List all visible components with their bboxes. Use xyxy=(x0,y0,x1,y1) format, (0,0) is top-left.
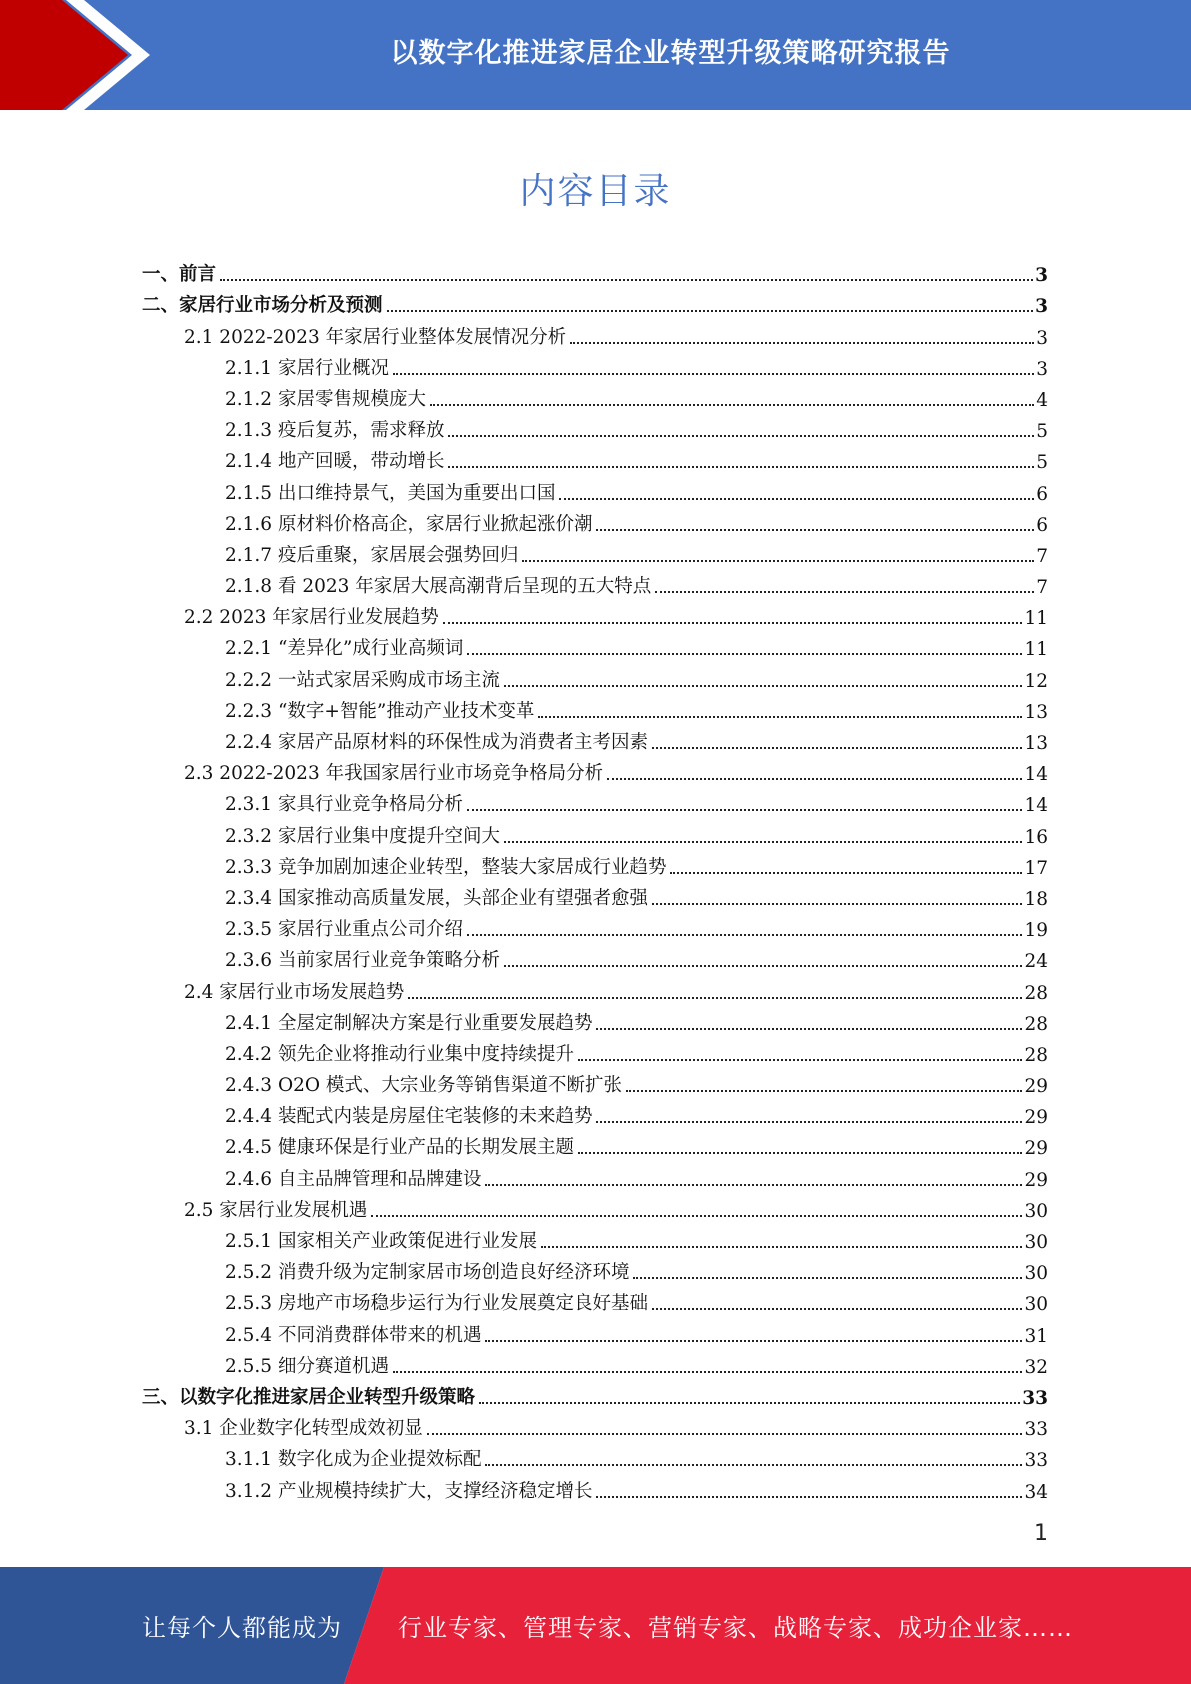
toc-entry[interactable] xyxy=(142,910,1048,941)
toc-entry[interactable] xyxy=(142,349,1048,380)
toc-entry-page: 3 xyxy=(1035,296,1048,318)
toc-leader-dots xyxy=(408,997,1022,999)
toc-entry-label: 2.3.6 当前家居行业竞争策略分析 xyxy=(225,950,500,972)
toc-entry-label: 3.1.2 产业规模持续扩大，支撑经济稳定增长 xyxy=(225,1480,593,1502)
toc-entry[interactable] xyxy=(142,1347,1048,1378)
toc-entry[interactable] xyxy=(142,1035,1048,1066)
toc-entry-page: 5 xyxy=(1036,452,1048,474)
toc-entry-label: 2.1.4 地产回暖，带动增长 xyxy=(225,451,445,473)
toc-leader-dots xyxy=(596,529,1034,531)
toc-leader-dots xyxy=(485,1464,1022,1466)
toc-entry[interactable] xyxy=(142,1004,1048,1035)
toc-entry[interactable] xyxy=(142,1440,1048,1471)
toc-entry[interactable] xyxy=(142,754,1048,785)
toc-leader-dots xyxy=(670,872,1022,874)
toc-entry-label: 2.1.3 疫后复苏，需求释放 xyxy=(225,420,445,442)
toc-entry-page: 18 xyxy=(1024,888,1048,910)
toc-leader-dots xyxy=(387,310,1034,312)
toc-entry[interactable] xyxy=(142,972,1048,1003)
toc-leader-dots xyxy=(448,435,1034,437)
toc-entry-label: 2.3.2 家居行业集中度提升空间大 xyxy=(225,825,500,847)
toc-leader-dots xyxy=(220,279,1033,281)
toc-leader-dots xyxy=(448,466,1034,468)
toc-entry-label: 2.5.1 国家相关产业政策促进行业发展 xyxy=(225,1231,537,1252)
toc-entry-page: 3 xyxy=(1035,265,1048,287)
toc-entry[interactable] xyxy=(142,1222,1048,1253)
toc-entry-label: 二、家居行业市场分析及预测 xyxy=(142,295,383,317)
toc-entry-label: 2.5.2 消费升级为定制家居市场创造良好经济环境 xyxy=(225,1262,630,1284)
toc-entry[interactable] xyxy=(142,692,1048,723)
toc-entry-page: 29 xyxy=(1024,1138,1048,1160)
toc-entry[interactable] xyxy=(142,1315,1048,1346)
toc-entry-label: 2.4.5 健康环保是行业产品的长期发展主题 xyxy=(225,1137,574,1159)
toc-entry-label: 2.2 2023 年家居行业发展趋势 xyxy=(184,607,439,629)
toc-entry-label: 2.1 2022-2023 年家居行业整体发展情况分析 xyxy=(184,326,567,348)
toc-entry-label: 3.1.1 数字化成为企业提效标配 xyxy=(225,1449,482,1471)
toc-entry-page: 30 xyxy=(1024,1263,1048,1285)
toc-leader-dots xyxy=(467,934,1022,936)
toc-leader-dots xyxy=(485,1340,1022,1342)
toc-entry-page: 28 xyxy=(1024,1013,1048,1035)
toc-entry-page: 11 xyxy=(1024,608,1048,630)
toc-leader-dots xyxy=(596,1028,1022,1030)
toc-entry[interactable] xyxy=(142,598,1048,629)
toc-leader-dots xyxy=(504,685,1022,687)
toc-entry-label: 2.2.3 “数字+智能”推动产业技术变革 xyxy=(225,700,535,722)
toc-entry-page: 30 xyxy=(1024,1232,1048,1253)
toc-entry[interactable] xyxy=(142,1066,1048,1097)
toc-leader-dots xyxy=(596,1121,1022,1123)
toc-entry-label: 2.3.1 家具行业竞争格局分析 xyxy=(225,794,463,816)
toc-entry-label: 2.3.5 家居行业重点公司介绍 xyxy=(225,919,463,941)
toc-entry-label: 2.5 家居行业发展机遇 xyxy=(184,1199,368,1221)
toc-heading: 内容目录 xyxy=(519,171,672,212)
toc-entry-page: 6 xyxy=(1036,483,1048,505)
toc-leader-dots xyxy=(467,809,1022,811)
toc-entry[interactable] xyxy=(142,505,1048,536)
toc-entry[interactable] xyxy=(142,1284,1048,1315)
toc-entry-label: 2.1.6 原材料价格高企，家居行业掀起涨价潮 xyxy=(225,513,593,535)
toc-leader-dots xyxy=(479,1402,1020,1404)
toc-entry[interactable] xyxy=(142,816,1048,847)
toc-entry-label: 2.2.4 家居产品原材料的环保性成为消费者主考因素 xyxy=(225,732,648,753)
toc-entry[interactable] xyxy=(142,473,1048,504)
toc-leader-dots xyxy=(626,1090,1023,1092)
toc-leader-dots xyxy=(504,965,1022,967)
toc-entry-page: 14 xyxy=(1024,795,1048,817)
toc-entry-page: 13 xyxy=(1024,701,1048,723)
toc-entry-label: 2.3.3 竞争加剧加速企业转型，整装大家居成行业趋势 xyxy=(225,856,667,878)
toc-entry-page: 3 xyxy=(1036,327,1048,349)
toc-leader-dots xyxy=(570,342,1034,344)
footer-band xyxy=(0,1567,1191,1684)
toc-entry-page: 30 xyxy=(1024,1294,1048,1316)
toc-entry-label: 2.4.1 全屋定制解决方案是行业重要发展趋势 xyxy=(225,1012,593,1034)
toc-leader-dots xyxy=(371,1215,1022,1217)
toc-entry[interactable] xyxy=(142,411,1048,442)
toc-entry-page: 6 xyxy=(1036,514,1048,536)
toc-entry-page: 13 xyxy=(1024,733,1048,754)
toc-leader-dots xyxy=(633,1277,1022,1279)
toc-entry-page: 31 xyxy=(1024,1325,1048,1347)
toc-entry[interactable] xyxy=(142,442,1048,473)
toc-entry[interactable] xyxy=(142,1409,1048,1440)
toc-entry-page: 29 xyxy=(1024,1076,1048,1098)
report-title: 以数字化推进家居企业转型升级策略研究报告 xyxy=(390,37,951,69)
toc-entry-page: 12 xyxy=(1024,670,1048,692)
toc-entry-page: 33 xyxy=(1024,1450,1048,1472)
toc-entry-label: 2.1.7 疫后重聚，家居展会强势回归 xyxy=(225,544,519,566)
toc-entry-label: 2.5.5 细分赛道机遇 xyxy=(225,1355,389,1377)
toc-entry[interactable] xyxy=(142,1097,1048,1128)
toc-leader-dots xyxy=(427,1433,1023,1435)
page-number: 1 xyxy=(1034,1521,1048,1546)
toc-entry-page: 19 xyxy=(1024,920,1048,942)
toc-leader-dots xyxy=(467,653,1022,655)
toc-entry-page: 33 xyxy=(1024,1419,1048,1441)
toc-entry-label: 一、前言 xyxy=(142,264,217,286)
toc-entry-page: 30 xyxy=(1024,1200,1048,1222)
table-of-contents xyxy=(142,255,1048,1503)
toc-entry-page: 34 xyxy=(1024,1481,1048,1503)
toc-entry[interactable] xyxy=(142,1128,1048,1159)
toc-entry-label: 2.2.2 一站式家居采购成市场主流 xyxy=(225,669,500,691)
toc-entry[interactable] xyxy=(142,1253,1048,1284)
toc-leader-dots xyxy=(504,841,1022,843)
toc-entry-label: 2.4.6 自主品牌管理和品牌建设 xyxy=(225,1168,482,1190)
toc-entry[interactable] xyxy=(142,567,1048,598)
toc-entry[interactable] xyxy=(142,723,1048,754)
toc-entry-label: 三、以数字化推进家居企业转型升级策略 xyxy=(142,1386,476,1408)
toc-entry-page: 7 xyxy=(1036,577,1048,599)
toc-entry[interactable] xyxy=(142,255,1048,286)
footer-slogan-right: 行业专家、管理专家、营销专家、战略专家、成功企业家…… xyxy=(398,1614,1073,1642)
toc-entry[interactable] xyxy=(142,1378,1048,1409)
toc-entry-label: 2.1.2 家居零售规模庞大 xyxy=(225,388,426,410)
toc-leader-dots xyxy=(652,903,1022,905)
toc-entry-page: 4 xyxy=(1036,389,1048,411)
toc-leader-dots xyxy=(538,716,1022,718)
toc-leader-dots xyxy=(655,591,1034,593)
toc-entry[interactable] xyxy=(142,941,1048,972)
toc-entry[interactable] xyxy=(142,660,1048,691)
toc-entry[interactable] xyxy=(142,629,1048,660)
toc-entry-page: 7 xyxy=(1036,545,1048,567)
toc-entry[interactable] xyxy=(142,1191,1048,1222)
toc-leader-dots xyxy=(578,1059,1022,1061)
toc-leader-dots xyxy=(596,1496,1022,1498)
toc-entry[interactable] xyxy=(142,848,1048,879)
toc-entry-page: 32 xyxy=(1024,1356,1048,1378)
toc-entry-page: 29 xyxy=(1024,1107,1048,1129)
toc-leader-dots xyxy=(485,1184,1022,1186)
toc-entry-label: 2.4.3 O2O 模式、大宗业务等销售渠道不断扩张 xyxy=(225,1075,622,1097)
toc-entry[interactable] xyxy=(142,1159,1048,1190)
toc-entry-page: 29 xyxy=(1024,1169,1048,1191)
toc-entry-page: 24 xyxy=(1024,951,1048,973)
toc-entry[interactable] xyxy=(142,785,1048,816)
toc-entry[interactable] xyxy=(142,286,1048,317)
toc-entry-label: 2.1.5 出口维持景气，美国为重要出口国 xyxy=(225,482,556,504)
toc-leader-dots xyxy=(578,1152,1022,1154)
toc-entry[interactable] xyxy=(142,1471,1048,1502)
toc-entry-page: 28 xyxy=(1024,1044,1048,1066)
footer-slogan-left: 让每个人都能成为 xyxy=(142,1614,342,1642)
toc-entry[interactable] xyxy=(142,317,1048,348)
toc-entry-page: 14 xyxy=(1024,764,1048,786)
toc-entry-label: 2.5.3 房地产市场稳步运行为行业发展奠定良好基础 xyxy=(225,1293,648,1315)
toc-entry-label: 3.1 企业数字化转型成效初显 xyxy=(184,1418,423,1440)
toc-entry-page: 11 xyxy=(1024,639,1048,661)
toc-entry-page: 3 xyxy=(1036,358,1048,380)
toc-entry-label: 2.4.2 领先企业将推动行业集中度持续提升 xyxy=(225,1043,574,1065)
toc-leader-dots xyxy=(443,622,1023,624)
toc-entry-label: 2.2.1 “差异化”成行业高频词 xyxy=(225,638,464,660)
toc-entry-label: 2.1.8 看 2023 年家居大展高潮背后呈现的五大特点 xyxy=(225,576,652,598)
toc-entry[interactable] xyxy=(142,536,1048,567)
toc-leader-dots xyxy=(393,1371,1022,1373)
toc-entry-label: 2.3.4 国家推动高质量发展，头部企业有望强者愈强 xyxy=(225,887,648,909)
toc-entry-label: 2.1.1 家居行业概况 xyxy=(225,357,389,379)
toc-entry-label: 2.3 2022-2023 年我国家居行业市场竞争格局分析 xyxy=(184,763,604,785)
toc-entry[interactable] xyxy=(142,879,1048,910)
toc-entry-page: 16 xyxy=(1024,826,1048,848)
toc-leader-dots xyxy=(393,373,1034,375)
toc-leader-dots xyxy=(559,498,1034,500)
toc-leader-dots xyxy=(522,560,1034,562)
toc-entry-label: 2.5.4 不同消费群体带来的机遇 xyxy=(225,1324,482,1346)
header-band xyxy=(0,0,1191,110)
toc-leader-dots xyxy=(541,1246,1022,1248)
toc-leader-dots xyxy=(430,404,1034,406)
toc-entry-page: 17 xyxy=(1024,857,1048,879)
toc-leader-dots xyxy=(652,747,1022,749)
toc-entry[interactable] xyxy=(142,380,1048,411)
toc-entry-label: 2.4.4 装配式内装是房屋住宅装修的未来趋势 xyxy=(225,1106,593,1128)
toc-entry-label: 2.4 家居行业市场发展趋势 xyxy=(184,981,405,1003)
toc-entry-page: 5 xyxy=(1036,421,1048,443)
toc-entry-page: 33 xyxy=(1022,1387,1048,1409)
toc-leader-dots xyxy=(607,778,1022,780)
toc-entry-page: 28 xyxy=(1024,982,1048,1004)
toc-leader-dots xyxy=(652,1308,1022,1310)
